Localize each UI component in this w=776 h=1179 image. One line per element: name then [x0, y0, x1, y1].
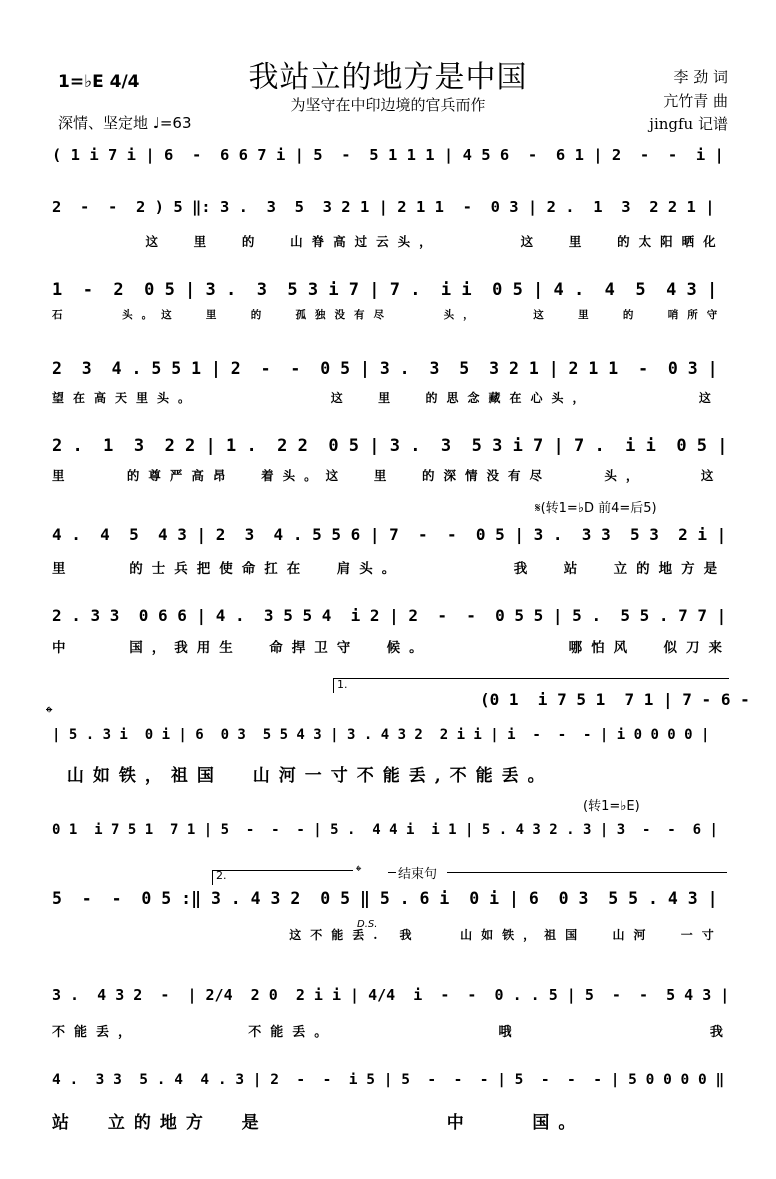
system-6-lyrics: 里 的士兵把使命扛在 肩头。 我 站 立的地方是: [52, 561, 727, 577]
system-3-lyrics: 石 头。这 里 的 孤独没有尽 头， 这 里 的 哨所守: [52, 309, 727, 321]
notation-text: 4 . 3 3 5 . 4 4 . 3 | 2 - - i 5 | 5 - - - | 5 - - - | 5 0 0 0 0 ‖: [52, 1072, 725, 1088]
interlude-notes: (0 1 i 7 5 1 7 1 | 7 - 6 -: [480, 690, 750, 709]
song-title: 我站立的地方是中国: [248, 60, 528, 95]
system-11-notes: [52, 977, 732, 1017]
notation-text: 2 . 3 3 0 6 6 | 4 . 3 5 5 4 i 2 | 2 - - 0 5 5 | 5 . 5 5 . 7 7 |: [52, 606, 727, 625]
key-signature: 1=♭E 4/4: [58, 72, 140, 92]
notation-text: 2 3 4 . 5 5 1 | 2 - - 0 5 | 3 . 3 5 3 2 1 | 2 1 1 - 0 3 |: [52, 359, 718, 378]
lyricist-credit: 李 劲 词: [673, 68, 728, 86]
ending-label: 结束句: [398, 867, 438, 882]
system-9-notes: [52, 813, 732, 853]
notation-text: ( 1 i 7 i | 6 - 6 6 7 i | 5 - 5 1 1 1 | 4 5 6 - 6 1 | 2 - - i |: [52, 146, 724, 164]
volta-2-label: 2.: [216, 869, 227, 882]
system-3-notes: [52, 271, 732, 311]
system-2-lyrics: 这 里 的 山脊高过云头， 这 里 的太阳晒化: [52, 234, 725, 249]
system-5-notes: [52, 427, 732, 467]
system-7-lyrics: 中 国，我用生 命捍卫守 候。 哪怕风 似刀来: [52, 640, 731, 656]
system-10-notes: [52, 880, 732, 920]
notation-text: 0 1 i 7 5 1 7 1 | 5 - - - | 5 . 4 4 i i 1 | 5 . 4 3 2 . 3 | 3 - - 6 |: [52, 822, 718, 838]
ending-line-right: [447, 872, 727, 873]
system-8-notes: [52, 718, 732, 758]
system-6-notes: [52, 516, 732, 556]
system-8-lyrics: 山如铁，祖国 山河一寸不能丢,不能丢。: [52, 766, 554, 786]
coda-sign-2: 𝄌: [356, 862, 362, 880]
ending-line-left: [388, 872, 396, 873]
notation-text: 1 - 2 0 5 | 3 . 3 5 3 i 7 | 7 . i i 0 5 | 4 . 4 5 4 3 |: [52, 280, 718, 300]
system-7-notes: [52, 597, 732, 637]
system-11-lyrics: 不能丢， 不能丢。 哦 我: [52, 1025, 732, 1040]
modulation-mark: 𝄋(转1=♭D 前4=后5): [535, 501, 657, 516]
coda-sign-1: 𝄌: [46, 703, 53, 724]
notation-text: 4 . 4 5 4 3 | 2 3 4 . 5 5 6 | 7 - - 0 5 | 3 . 3 3 5 3 2 i |: [52, 525, 727, 544]
system-2-notes: [52, 189, 732, 229]
system-4-lyrics: 望在高天里头。 这 里 的思念藏在心头， 这: [52, 391, 720, 405]
transcriber-credit: jingfu 记谱: [649, 115, 728, 133]
system-5-lyrics: 里 的尊严高昂 着头。这 里 的深情没有尽 头， 这: [52, 468, 723, 483]
system-4-notes: [52, 350, 732, 390]
notation-text: 2 - - 2 ) 5 ‖: 3 . 3 5 3 2 1 | 2 1 1 - 0 3 | 2 . 1 3 2 2 1 |: [52, 198, 715, 216]
system-1-notes: [52, 137, 732, 177]
song-subtitle: 为坚守在中印边境的官兵而作: [290, 96, 486, 114]
system-10-lyrics: 这不能丢. 我 山如铁，祖国 山河 一寸: [52, 928, 723, 942]
notation-text: 5 - - 0 5 :‖ 3 . 4 3 2 0 5 ‖ 5 . 6 i 0 i | 6 0 3 5 5 . 4 3 |: [52, 889, 718, 908]
notation-text: 2 . 1 3 2 2 | 1 . 2 2 0 5 | 3 . 3 5 3 i 7 | 7 . i i 0 5 |: [52, 436, 728, 456]
system-12-lyrics: 站 立的地方 是 中 国。: [52, 1113, 585, 1133]
tempo-marking: 深情、坚定地 ♩=63: [58, 114, 192, 132]
ds-mark: D.S.: [357, 919, 378, 930]
modulation-mark-2: (转1=♭E): [583, 799, 640, 814]
notation-text: 3 . 4 3 2 - | 2/4 2 0 2 i i | 4/4 i - - 0 . . 5 | 5 - - 5 4 3 |: [52, 986, 730, 1004]
volta-1-label: 1.: [337, 678, 348, 691]
composer-credit: 亢竹青 曲: [663, 92, 728, 110]
notation-text: | 5 . 3 i 0 i | 6 0 3 5 5 4 3 | 3 . 4 3 2 2 i i | i - - - | i 0 0 0 0 |: [52, 727, 710, 743]
system-12-notes: [52, 1063, 732, 1103]
